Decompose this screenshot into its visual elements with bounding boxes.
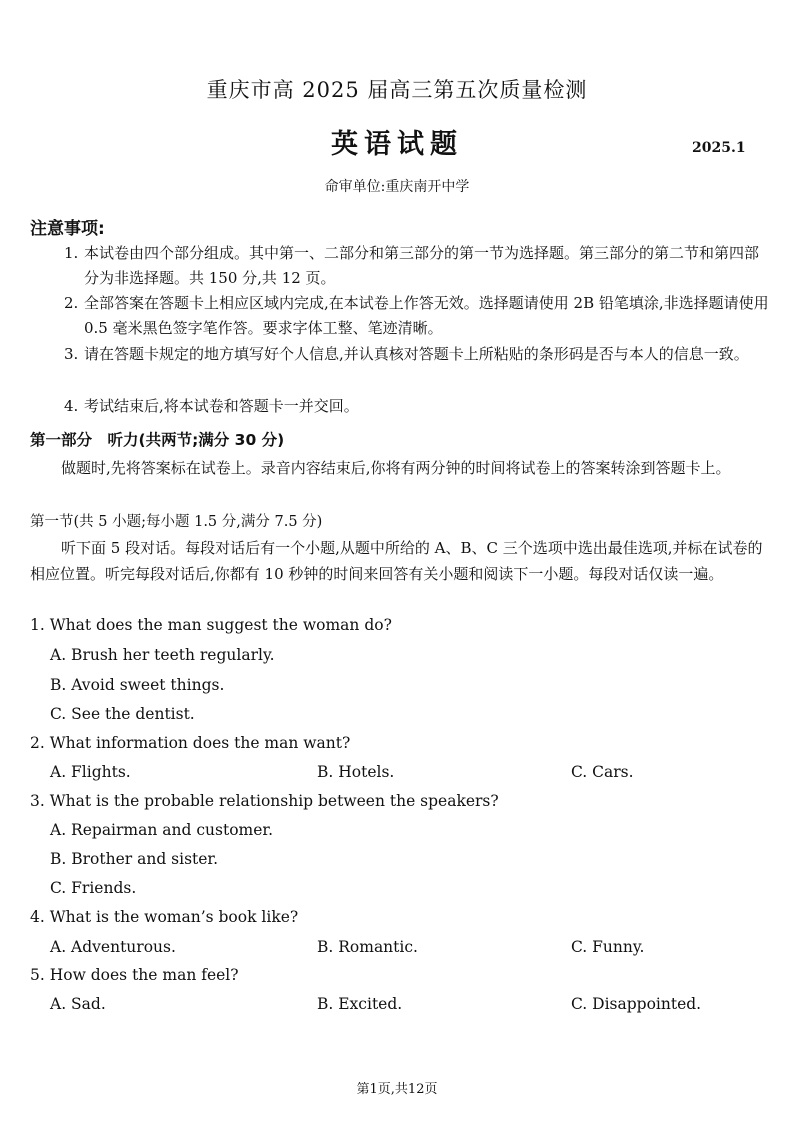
option-a: A. Repairman and customer. xyxy=(50,821,274,839)
notice-item xyxy=(64,291,772,341)
option-b: B. Excited. xyxy=(317,995,403,1013)
option-a: A. Sad. xyxy=(50,995,106,1013)
notice-text: 考试结束后,将本试卷和答题卡一并交回。 xyxy=(84,397,359,415)
option-c: C. Cars. xyxy=(571,763,634,781)
setter-unit: 命审单位:重庆南开中学 xyxy=(324,179,470,195)
option-b: B. Avoid sweet things. xyxy=(50,676,225,694)
option-a: A. Flights. xyxy=(50,763,131,781)
notice-number: 4. xyxy=(64,397,79,415)
notice-number: 2. xyxy=(64,294,79,312)
option-c: C. Disappointed. xyxy=(571,995,702,1013)
notice-text: 请在答题卡规定的地方填写好个人信息,并认真核对答题卡上所粘贴的条形码是否与本人的信息一致。 xyxy=(84,345,749,363)
notice-item xyxy=(64,394,772,419)
notice-item xyxy=(64,342,772,367)
option-c: C. Friends. xyxy=(50,879,137,897)
exam-date: 2025.1 xyxy=(692,140,746,156)
option-a: A. Adventurous. xyxy=(50,938,176,956)
notice-text: 全部答案在答题卡上相应区域内完成,在本试卷上作答无效。选择题请使用 2B 铅笔填涂,非选择题请使用 0.5 毫米黑色签字笔作答。要求字体工整、笔迹清晰。 xyxy=(84,294,769,337)
section1-instruction: 听下面 5 段对话。每段对话后有一个小题,从题中所给的 A、B、C 三个选项中选出最佳选项,并标在试卷的相应位置。听完每段对话后,你都有 10 秒钟的时间来回答有关小题和阅读下一小题。每段对话仅读一遍。 xyxy=(30,539,763,583)
question-stem: 3. What is the probable relationship between the speakers? xyxy=(30,792,499,810)
notice-text: 本试卷由四个部分组成。其中第一、二部分和第三部分的第一节为选择题。第三部分的第二节和第四部分为非选择题。共 150 分,共 12 页。 xyxy=(84,244,760,287)
option-a: A. Brush her teeth regularly. xyxy=(50,646,275,664)
question-stem: 5. How does the man feel? xyxy=(30,966,239,984)
option-b: B. Romantic. xyxy=(317,938,418,956)
subject-title: 英语试题 xyxy=(331,129,463,160)
option-b: B. Brother and sister. xyxy=(50,850,219,868)
section1-heading: 第一节(共 5 小题;每小题 1.5 分,满分 7.5 分) xyxy=(30,514,323,530)
question-stem: 2. What information does the man want? xyxy=(30,734,351,752)
part1-heading: 第一部分 听力(共两节;满分 30 分) xyxy=(30,431,285,449)
option-c: C. See the dentist. xyxy=(50,705,195,723)
question-stem: 4. What is the woman’s book like? xyxy=(30,908,299,926)
part1-instruction: 做题时,先将答案标在试卷上。录音内容结束后,你将有两分钟的时间将试卷上的答案转涂到答题卡上。 xyxy=(61,459,731,477)
option-c: C. Funny. xyxy=(571,938,645,956)
notice-item xyxy=(64,241,772,291)
notice-heading: 注意事项: xyxy=(30,219,105,239)
option-b: B. Hotels. xyxy=(317,763,395,781)
notice-number: 3. xyxy=(64,345,79,363)
exam-title: 重庆市高 2025 届高三第五次质量检测 xyxy=(206,78,588,102)
question-stem: 1. What does the man suggest the woman do? xyxy=(30,616,392,634)
page-number: 第1页,共12页 xyxy=(356,1082,438,1097)
notice-number: 1. xyxy=(64,244,79,262)
